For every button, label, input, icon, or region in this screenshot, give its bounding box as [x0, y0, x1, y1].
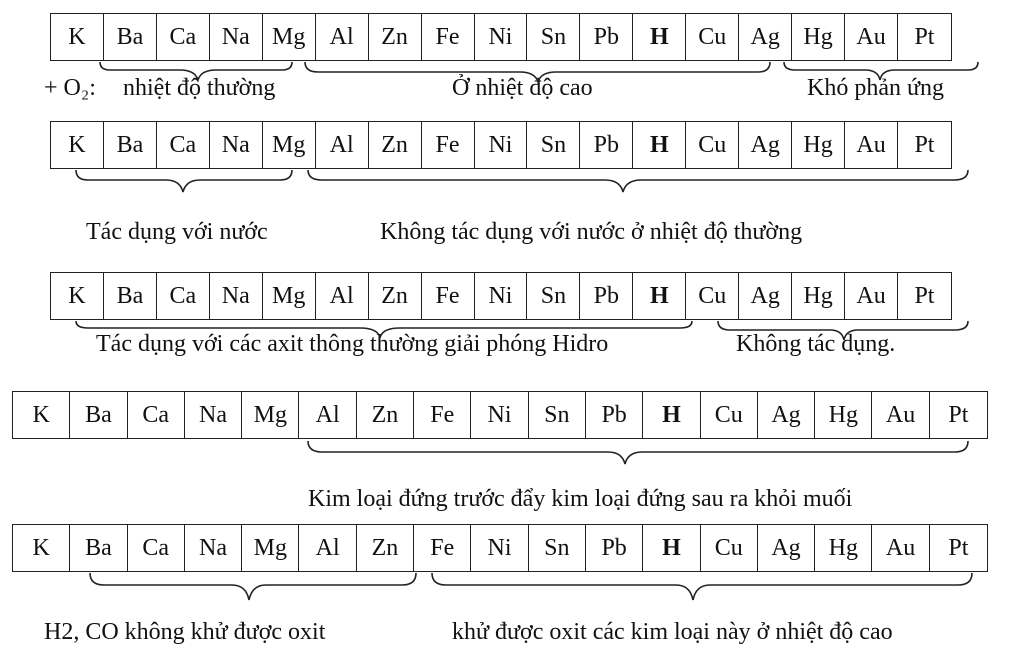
element-cell-mg: Mg — [263, 14, 316, 60]
element-cell-fe: Fe — [422, 14, 475, 60]
element-cell-ag: Ag — [739, 14, 792, 60]
element-cell-pt: Pt — [914, 131, 935, 158]
label-reduction-yes: khử được oxit các kim loại này ở nhiệt độ cao — [452, 619, 893, 645]
element-cell-sn: Sn — [529, 525, 586, 571]
element-cell-fe: Fe — [414, 392, 471, 438]
element-cell-ag: Ag — [758, 392, 815, 438]
element-cell-h: H — [633, 273, 686, 319]
element-cell-ni: Ni — [471, 392, 528, 438]
element-cell-au: Au — [872, 392, 929, 438]
brace-salt-displacement — [308, 441, 968, 464]
element-cell-sn: Sn — [527, 273, 580, 319]
series-row-oxygen — [50, 13, 952, 61]
series-row-salt — [12, 391, 988, 439]
element-cell-mg: Mg — [263, 122, 316, 168]
element-cell-ca: Ca — [128, 392, 185, 438]
element-cell-ba: Ba — [104, 14, 157, 60]
element-cell-k: K — [13, 392, 70, 438]
element-cell-ag: Ag — [758, 525, 815, 571]
element-cell-h: H — [633, 14, 686, 60]
element-cell-mg: Mg — [242, 525, 299, 571]
element-cell-fe: Fe — [422, 273, 475, 319]
element-cell-al: Al — [316, 14, 369, 60]
label-salt-displacement: Kim loại đứng trước đẩy kim loại đứng sau ra khỏi muối — [308, 486, 853, 512]
element-cell-pb: Pb — [586, 392, 643, 438]
element-cell-cu: Cu — [701, 392, 758, 438]
element-cell-hg: Hg — [792, 14, 845, 60]
element-cell-na: Na — [210, 273, 263, 319]
element-cell-pt: Pt — [914, 282, 935, 309]
element-cell-ca: Ca — [128, 525, 185, 571]
brace-water-no-react — [308, 170, 968, 192]
element-cell-hg: Hg — [792, 122, 845, 168]
element-cell-mg: Mg — [242, 392, 299, 438]
element-cell-au: Au — [845, 273, 898, 319]
element-cell-ba: Ba — [104, 122, 157, 168]
element-cell-zn: Zn — [357, 392, 414, 438]
element-cell-fe: Fe — [422, 122, 475, 168]
element-cell-ca: Ca — [157, 122, 210, 168]
series-row-reduction — [12, 524, 988, 572]
element-cell-pt: Pt — [948, 534, 969, 561]
element-cell-zn: Zn — [369, 122, 422, 168]
element-cell-na: Na — [210, 14, 263, 60]
label-oxygen-normal-temp: nhiệt độ thường — [123, 75, 276, 101]
element-cell-na: Na — [185, 392, 242, 438]
brace-water-reacts — [76, 170, 292, 192]
element-cell-ni: Ni — [475, 273, 528, 319]
element-cell-h: H — [633, 122, 686, 168]
element-cell-k: K — [51, 273, 104, 319]
element-cell-hg: Hg — [815, 392, 872, 438]
element-cell-k: K — [51, 122, 104, 168]
element-cell-au: Au — [845, 122, 898, 168]
label-acid-reacts: Tác dụng với các axit thông thường giải phóng Hidro — [96, 331, 609, 357]
element-cell-au: Au — [872, 525, 929, 571]
element-cell-ni: Ni — [475, 122, 528, 168]
element-cell-pt: Pt — [914, 23, 935, 50]
element-cell-k: K — [51, 14, 104, 60]
element-cell-sn: Sn — [527, 122, 580, 168]
element-cell-al: Al — [316, 122, 369, 168]
element-cell-h: H — [643, 525, 700, 571]
element-cell-sn: Sn — [529, 392, 586, 438]
element-cell-ag: Ag — [739, 122, 792, 168]
brace-reduction-yes — [432, 573, 972, 600]
element-cell-cu: Cu — [686, 14, 739, 60]
element-cell-al: Al — [299, 525, 356, 571]
element-cell-sn: Sn — [527, 14, 580, 60]
label-oxygen-prefix: + O₂: — [44, 75, 96, 101]
element-cell-ca: Ca — [157, 273, 210, 319]
element-cell-hg: Hg — [815, 525, 872, 571]
element-cell-mg: Mg — [263, 273, 316, 319]
element-cell-k: K — [13, 525, 70, 571]
element-cell-cu: Cu — [701, 525, 758, 571]
element-cell-ni: Ni — [475, 14, 528, 60]
element-cell-al: Al — [299, 392, 356, 438]
element-cell-hg: Hg — [792, 273, 845, 319]
element-cell-zn: Zn — [369, 14, 422, 60]
element-cell-pb: Pb — [586, 525, 643, 571]
label-acid-no-react: Không tác dụng. — [736, 331, 896, 357]
element-cell-na: Na — [210, 122, 263, 168]
element-cell-zn: Zn — [369, 273, 422, 319]
element-cell-ca: Ca — [157, 14, 210, 60]
label-reduction-not: H2, CO không khử được oxit — [44, 619, 326, 645]
element-cell-au: Au — [845, 14, 898, 60]
element-cell-h: H — [643, 392, 700, 438]
element-cell-fe: Fe — [414, 525, 471, 571]
label-water-reacts: Tác dụng với nước — [86, 219, 268, 245]
element-cell-ba: Ba — [104, 273, 157, 319]
element-cell-zn: Zn — [357, 525, 414, 571]
element-cell-ba: Ba — [70, 525, 127, 571]
element-cell-ba: Ba — [70, 392, 127, 438]
element-cell-pb: Pb — [580, 122, 633, 168]
label-oxygen-high-temp: Ở nhiệt độ cao — [452, 75, 593, 101]
element-cell-pt: Pt — [948, 401, 969, 428]
element-cell-pb: Pb — [580, 273, 633, 319]
brace-reduction-not — [90, 573, 416, 600]
element-cell-cu: Cu — [686, 273, 739, 319]
element-cell-na: Na — [185, 525, 242, 571]
element-cell-ni: Ni — [471, 525, 528, 571]
series-row-water — [50, 121, 952, 169]
element-cell-pb: Pb — [580, 14, 633, 60]
label-water-no-react: Không tác dụng với nước ở nhiệt độ thường — [380, 219, 803, 245]
element-cell-al: Al — [316, 273, 369, 319]
element-cell-ag: Ag — [739, 273, 792, 319]
element-cell-cu: Cu — [686, 122, 739, 168]
series-row-acid — [50, 272, 952, 320]
label-oxygen-hard-react: Khó phản ứng — [807, 75, 944, 101]
